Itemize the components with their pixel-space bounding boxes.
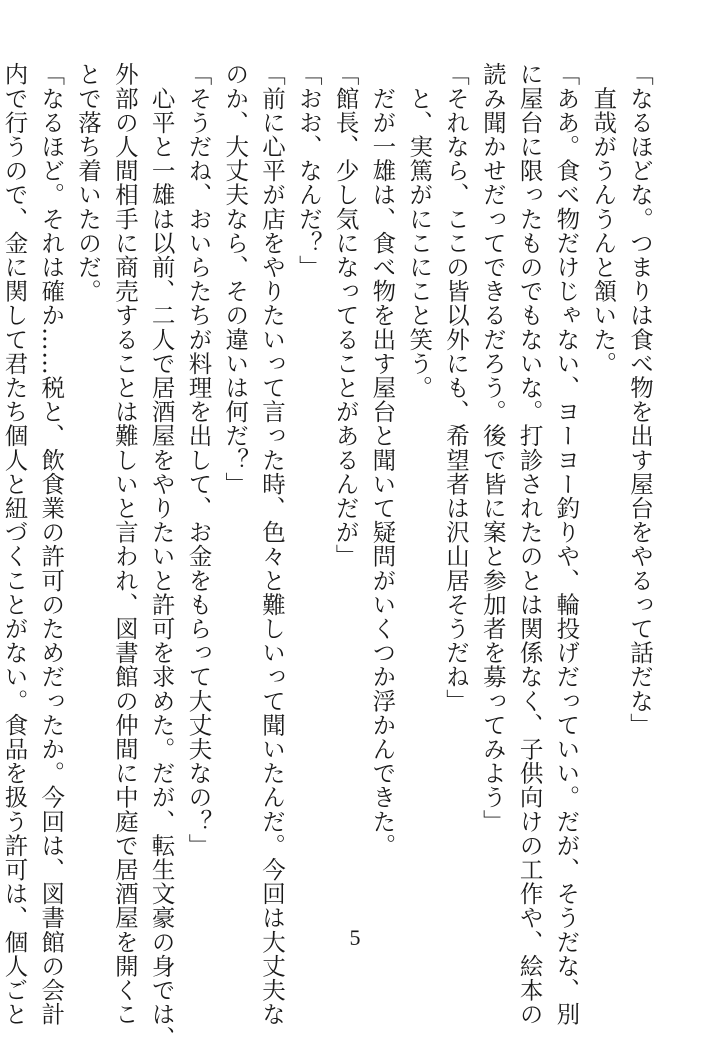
text-line: 「おお、なんだ？」 (294, 62, 323, 279)
vertical-text-block (0, 62, 658, 1050)
text-line: とで落ち着いたのだ。 (74, 62, 103, 303)
text-line: 「前に心平が店をやりたいって言った時、色々と難しいって聞いたんだ。今回は大丈夫な (258, 62, 287, 1026)
text-line: 直哉がうんうんと頷いた。 (589, 62, 618, 376)
text-line: 「それなら、ここの皆以外にも、希望者は沢山居そうだね」 (442, 62, 471, 713)
text-line: 「なるほどな。つまりは食べ物を出す屋台をやるって話だな」 (626, 62, 654, 737)
text-line: 内で行うので、金に関して君たち個人と紐づくことがない。食品を扱う許可は、個人ごと (0, 62, 29, 1026)
text-line: 「そうだね、おいらたちが料理を出して、お金をもらって大丈夫なの？」 (184, 62, 213, 858)
text-line: 心平と一雄は以前、二人で居酒屋をやりたいと許可を求めた。だが、転生文豪の身では、 (147, 62, 176, 1050)
text-line: 「ああ。食べ物だけじゃない、ヨーヨー釣りや、輪投げだっていい。だが、そうだな、別 (552, 62, 581, 1026)
page-number: 5 (349, 925, 361, 950)
text-line: 読み聞かせだってできるだろう。後で皆に案と参加者を募ってみよう」 (478, 62, 507, 834)
text-line: だが一雄は、食べ物を出す屋台と聞いて疑問がいくつか浮かんできた。 (368, 62, 397, 858)
text-line: のか、大丈夫なら、その違いは何だ？」 (221, 62, 250, 496)
text-line: 「館長、少し気になってることがあるんだが」 (331, 62, 360, 569)
text-line: 「なるほど。それは確か……税と、飲食業の許可のためだったか。今回は、図書館の会計 (37, 62, 66, 1026)
text-line: 外部の人間相手に商売することは難しいと言われ、図書館の仲間に中庭で居酒屋を開くこ (110, 62, 139, 1026)
text-line: に屋台に限ったものでもないな。打診されたのとは関係なく、子供向けの工作や、絵本の (515, 62, 544, 1026)
text-line: と、実篤がにこにこと笑う。 (405, 62, 434, 400)
